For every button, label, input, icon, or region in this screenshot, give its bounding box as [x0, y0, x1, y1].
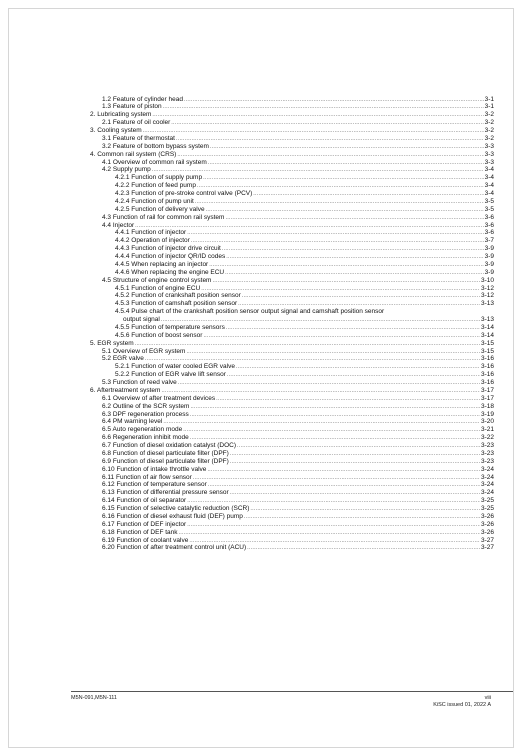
- toc-entry-title: 6. Aftertreatment system: [90, 386, 161, 394]
- toc-entry-page: 3-4: [484, 166, 494, 174]
- toc-dot-leader: [242, 293, 480, 301]
- toc-entry-page: 3-1: [484, 95, 494, 103]
- toc-entry-page: 3-24: [480, 473, 494, 481]
- toc-entry[interactable]: [90, 324, 494, 332]
- toc-dot-leader: [237, 443, 480, 451]
- toc-entry-page: 3-2: [484, 119, 494, 127]
- toc-entry-title: 4.4 Injector: [102, 221, 135, 229]
- toc-dot-leader: [201, 286, 480, 294]
- toc-entry-title: 4.4.2 Operation of injector: [115, 237, 190, 245]
- toc-entry-page: 3-4: [484, 190, 494, 197]
- toc-entry-title: 1.2 Feature of cylinder head: [102, 95, 183, 103]
- toc-entry-page: 3-23: [480, 457, 494, 465]
- toc-entry[interactable]: [90, 198, 494, 206]
- toc-entry-title: 3. Cooling system: [90, 127, 142, 134]
- toc-entry[interactable]: [90, 269, 494, 277]
- toc-entry[interactable]: [90, 119, 494, 127]
- toc-entry-page: 3-4: [484, 174, 494, 182]
- toc-entry-title: 6.17 Function of DEF injector: [102, 520, 187, 528]
- toc-entry[interactable]: [90, 348, 494, 356]
- toc-dot-leader: [206, 207, 484, 215]
- toc-entry[interactable]: [90, 174, 494, 182]
- toc-entry-page: 3-9: [484, 268, 494, 276]
- toc-entry[interactable]: [90, 229, 494, 237]
- toc-entry[interactable]: [90, 182, 494, 190]
- toc-entry-page: 3-16: [480, 355, 494, 363]
- toc-dot-leader: [187, 230, 483, 238]
- toc-dot-leader: [253, 191, 483, 199]
- toc-entry-title: 4.5.6 Function of boost sensor: [115, 331, 203, 339]
- toc-dot-leader: [208, 482, 480, 490]
- toc-entry-title: 6.6 Regeneration inhibit mode: [102, 434, 189, 442]
- toc-entry[interactable]: [90, 214, 494, 222]
- toc-entry[interactable]: [90, 253, 494, 261]
- toc-entry-title: 6.2 Outline of the SCR system: [102, 402, 190, 410]
- toc-entry-title: 2. Lubricating system: [90, 111, 152, 119]
- toc-dot-leader: [212, 278, 480, 286]
- toc-entry-page: 3-9: [484, 245, 494, 253]
- toc-dot-leader: [191, 238, 484, 246]
- toc-entry-title: 4.5.1 Function of engine ECU: [115, 284, 201, 292]
- toc-entry-page: 3-16: [480, 363, 494, 371]
- footer-page-number: viii: [484, 695, 491, 701]
- toc-entry[interactable]: [90, 395, 494, 403]
- toc-entry-page: 3-21: [480, 426, 494, 434]
- toc-dot-leader: [193, 475, 480, 483]
- toc-entry[interactable]: [90, 474, 494, 482]
- toc-entry-title: 6.9 Function of diesel particulate filter (DPF): [102, 457, 229, 465]
- toc-entry-page: 3-27: [480, 536, 494, 544]
- toc-entry-title: 4.5.2 Function of crankshaft position sensor: [115, 292, 241, 300]
- toc-entry-page: 3-3: [484, 150, 494, 158]
- toc-dot-leader: [135, 223, 483, 231]
- toc-entry-title: 5.1 Overview of EGR system: [102, 347, 186, 355]
- toc-entry-page: 3-14: [480, 323, 494, 331]
- toc-entry-page: 3-2: [484, 134, 494, 142]
- toc-entry-title: 5. EGR system: [90, 339, 134, 347]
- toc-entry[interactable]: [90, 206, 494, 214]
- toc-entry-page: 3-16: [480, 371, 494, 379]
- toc-entry-page: 3-26: [480, 512, 494, 520]
- toc-entry-title: 6.7 Function of diesel oxidation catalyst (DOC): [102, 442, 237, 449]
- toc-entry-page: 3-3: [484, 158, 494, 166]
- toc-entry-title: 6.13 Function of differential pressure sensor: [102, 489, 229, 497]
- toc-entry-page: 3-3: [484, 142, 494, 150]
- toc-entry-page: 3-15: [480, 347, 494, 355]
- toc-entry-page: 3-2: [484, 111, 494, 119]
- toc-dot-leader: [230, 490, 480, 498]
- toc-entry[interactable]: [90, 537, 494, 545]
- toc-entry-page: 3-17: [480, 394, 494, 402]
- toc-entry-title: 6.20 Function of after treatment control unit (ACU): [102, 544, 247, 552]
- toc-entry-title: 4.4.6 When replacing the engine ECU: [115, 268, 225, 276]
- toc-dot-leader: [135, 341, 480, 349]
- toc-entry-title: 4.4.4 Function of injector QR/ID codes: [115, 253, 226, 260]
- toc-entry-page: 3-16: [480, 379, 494, 386]
- toc-dot-leader: [225, 270, 483, 278]
- toc-entry[interactable]: [90, 489, 494, 497]
- toc-dot-leader: [190, 404, 480, 412]
- toc-entry[interactable]: [90, 332, 494, 340]
- toc-entry[interactable]: [90, 127, 494, 135]
- toc-entry[interactable]: [90, 245, 494, 253]
- toc-entry-page: 3-17: [480, 386, 494, 394]
- toc-entry-page: 3-19: [480, 410, 494, 418]
- toc-dot-leader: [236, 364, 480, 372]
- toc-entry-title: 5.2 EGR valve: [102, 355, 144, 363]
- toc-dot-leader: [230, 459, 480, 467]
- footer-issue-text: KiSC issued 01, 2022 A: [433, 702, 491, 708]
- toc-entry[interactable]: [90, 277, 494, 285]
- toc-entry-page: 3-6: [484, 221, 494, 229]
- toc-entry-title: 4.4.1 Function of injector: [115, 229, 187, 237]
- toc-entry-title: 2.1 Feature of oil cooler: [102, 119, 171, 127]
- toc-dot-leader: [216, 396, 480, 404]
- toc-entry[interactable]: [90, 285, 494, 293]
- toc-entry-page: 3-23: [480, 442, 494, 449]
- toc-entry-page: 3-15: [480, 339, 494, 347]
- toc-entry-title: 6.1 Overview of after treatment devices: [102, 394, 216, 402]
- toc-dot-leader: [184, 97, 484, 105]
- footer-divider: [71, 691, 513, 692]
- toc-entry[interactable]: [90, 363, 494, 371]
- toc-entry-page: 3-24: [480, 465, 494, 473]
- toc-entry-page: 3-5: [484, 205, 494, 213]
- toc-entry-title: 4.4.5 When replacing an injector: [115, 260, 209, 268]
- table-of-contents: [90, 96, 494, 553]
- toc-entry-title: 4.5.3 Function of camshaft position sensor: [115, 300, 238, 308]
- toc-entry[interactable]: [90, 261, 494, 269]
- toc-entry-title: 6.3 DPF regeneration process: [102, 410, 189, 418]
- toc-entry-title: 6.19 Function of coolant valve: [102, 536, 189, 544]
- toc-entry[interactable]: [90, 544, 494, 552]
- toc-entry-title: 4. Common rail system (CRS): [90, 150, 177, 158]
- toc-dot-leader: [203, 175, 484, 183]
- toc-dot-leader: [195, 199, 484, 207]
- toc-entry-title: 1.3 Feature of piston: [102, 103, 162, 111]
- toc-entry[interactable]: [90, 426, 494, 434]
- toc-entry-title: 6.10 Function of intake throttle valve: [102, 465, 207, 473]
- toc-entry-title: 5.2.1 Function of water cooled EGR valve: [115, 363, 235, 371]
- toc-entry[interactable]: [90, 159, 494, 167]
- toc-dot-leader: [210, 144, 484, 152]
- toc-entry-page: 3-13: [480, 300, 494, 308]
- toc-entry-page: 3-4: [484, 182, 494, 190]
- toc-entry[interactable]: [90, 513, 494, 521]
- toc-entry-title: 6.15 Function of selective catalytic reduction (SCR): [102, 505, 250, 512]
- toc-entry[interactable]: [90, 308, 494, 316]
- toc-entry-page: 3-12: [480, 284, 494, 292]
- toc-entry[interactable]: [90, 222, 494, 230]
- toc-entry-title: 4.5.4 Pulse chart of the crankshaft position sensor output signal and camshaft position sensor: [115, 308, 385, 316]
- toc-entry[interactable]: [90, 505, 494, 513]
- toc-entry-title: 6.16 Function of diesel exhaust fluid (DEF) pump: [102, 512, 243, 520]
- toc-entry-page: 3-1: [484, 103, 494, 111]
- toc-entry-title: 4.2.4 Function of pump unit: [115, 197, 194, 205]
- toc-entry-page: 3-26: [480, 528, 494, 536]
- toc-entry-page: 3-9: [484, 260, 494, 268]
- toc-dot-leader: [190, 412, 480, 420]
- toc-entry[interactable]: [90, 450, 494, 458]
- toc-dot-leader: [203, 333, 480, 341]
- toc-entry[interactable]: [90, 529, 494, 537]
- toc-dot-leader: [177, 152, 483, 160]
- toc-entry-page: 3-9: [484, 253, 494, 260]
- toc-entry-title: 4.2.3 Function of pre-stroke control valve (PCV): [115, 190, 253, 197]
- toc-dot-leader: [143, 128, 484, 136]
- toc-entry[interactable]: [90, 143, 494, 151]
- toc-entry-page: 3-2: [484, 127, 494, 134]
- toc-entry-page: 3-27: [480, 544, 494, 552]
- toc-entry[interactable]: [90, 371, 494, 379]
- document-page: [8, 8, 514, 748]
- toc-entry-page: 3-13: [480, 316, 494, 323]
- toc-entry-title: 6.18 Function of DEF tank: [102, 528, 178, 536]
- toc-dot-leader: [247, 545, 480, 553]
- toc-entry[interactable]: [90, 300, 494, 308]
- toc-dot-leader: [178, 380, 480, 388]
- toc-dot-leader: [183, 427, 480, 435]
- toc-entry[interactable]: [90, 151, 494, 159]
- toc-entry-title: 4.2.5 Function of delivery valve: [115, 205, 205, 213]
- toc-entry[interactable]: [90, 292, 494, 300]
- toc-entry-page: 3-10: [480, 276, 494, 284]
- toc-entry-title: 6.11 Function of air flow sensor: [102, 473, 192, 481]
- toc-entry-title: 4.2 Supply pump: [102, 166, 151, 174]
- toc-entry-page: 3-18: [480, 402, 494, 410]
- toc-entry-title: 4.1 Overview of common rail system: [102, 158, 207, 166]
- toc-entry-title: 3.1 Feature of thermostat: [102, 134, 175, 142]
- toc-dot-leader: [230, 451, 480, 459]
- toc-entry-title: 4.5.5 Function of temperature sensors: [115, 323, 225, 331]
- toc-entry[interactable]: [90, 111, 494, 119]
- toc-dot-leader: [209, 262, 483, 270]
- toc-entry[interactable]: [90, 418, 494, 426]
- toc-dot-leader: [186, 349, 480, 357]
- toc-entry-page: 3-24: [480, 481, 494, 489]
- toc-entry-page: 3-6: [484, 213, 494, 221]
- toc-entry-title: 4.4.3 Function of injector drive circuit: [115, 245, 221, 253]
- toc-entry-title: 5.3 Function of reed valve: [102, 379, 177, 386]
- toc-entry-title: 4.5 Structure of engine control system: [102, 276, 212, 284]
- toc-dot-leader: [244, 514, 480, 522]
- toc-dot-leader: [207, 467, 480, 475]
- toc-dot-leader: [250, 506, 480, 514]
- toc-dot-leader: [152, 112, 483, 120]
- footer-model-numbers: M5N-091,M5N-111: [71, 695, 117, 701]
- toc-dot-leader: [179, 530, 480, 538]
- toc-entry[interactable]: [90, 442, 494, 450]
- toc-entry-title: output signal: [123, 316, 160, 323]
- toc-entry-title: 4.3 Function of rail for common rail system: [102, 213, 225, 221]
- toc-entry-page: 3-20: [480, 418, 494, 426]
- toc-dot-leader: [208, 160, 484, 168]
- toc-entry-title: 6.5 Auto regeneration mode: [102, 426, 183, 434]
- toc-entry-page: 3-14: [480, 331, 494, 339]
- toc-entry[interactable]: [90, 458, 494, 466]
- toc-dot-leader: [226, 254, 483, 262]
- toc-entry-page: 3-6: [484, 229, 494, 237]
- toc-entry[interactable]: [90, 135, 494, 143]
- toc-dot-leader: [163, 419, 480, 427]
- toc-entry-page: 3-12: [480, 292, 494, 300]
- toc-entry-title: 6.4 PM warning level: [102, 418, 163, 426]
- toc-entry-title: 6.14 Function of oil separator: [102, 497, 187, 505]
- toc-entry[interactable]: [90, 387, 494, 395]
- toc-entry-page: 3-22: [480, 434, 494, 442]
- toc-entry[interactable]: [90, 96, 494, 104]
- toc-dot-leader: [163, 104, 484, 112]
- toc-dot-leader: [187, 522, 480, 530]
- toc-entry[interactable]: [90, 497, 494, 505]
- toc-entry[interactable]: [90, 434, 494, 442]
- toc-entry[interactable]: [90, 411, 494, 419]
- footer-info: [433, 695, 491, 709]
- toc-entry[interactable]: [90, 481, 494, 489]
- toc-entry[interactable]: [90, 403, 494, 411]
- toc-entry-title: 3.2 Feature of bottom bypass system: [102, 142, 209, 150]
- toc-entry-page: 3-24: [480, 489, 494, 497]
- toc-entry-page: 3-25: [480, 505, 494, 512]
- toc-dot-leader: [171, 120, 483, 128]
- toc-entry-title: 4.2.2 Function of feed pump: [115, 182, 196, 190]
- toc-entry[interactable]: [90, 190, 494, 198]
- toc-entry[interactable]: [90, 466, 494, 474]
- toc-dot-leader: [176, 136, 484, 144]
- toc-entry-page: 3-5: [484, 197, 494, 205]
- toc-entry-page: 3-7: [484, 237, 494, 245]
- toc-dot-leader: [222, 246, 484, 254]
- toc-entry-page: 3-23: [480, 449, 494, 457]
- toc-entry-title: 6.12 Function of temperature sensor: [102, 481, 207, 489]
- toc-entry-title: 5.2.2 Function of EGR valve lift sensor: [115, 371, 226, 379]
- toc-entry[interactable]: [90, 521, 494, 529]
- toc-entry[interactable]: [90, 103, 494, 111]
- toc-entry[interactable]: [90, 237, 494, 245]
- toc-dot-leader: [226, 325, 480, 333]
- toc-entry-title: 4.2.1 Function of supply pump: [115, 174, 203, 182]
- toc-entry[interactable]: [90, 166, 494, 174]
- toc-entry-page: 3-25: [480, 497, 494, 505]
- toc-entry[interactable]: [90, 340, 494, 348]
- toc-entry-title: 6.8 Function of diesel particulate filter (DPF): [102, 449, 229, 457]
- toc-dot-leader: [227, 372, 480, 380]
- toc-entry[interactable]: [90, 316, 494, 324]
- toc-entry-page: 3-26: [480, 520, 494, 528]
- toc-dot-leader: [225, 215, 483, 223]
- toc-entry[interactable]: [90, 355, 494, 363]
- toc-entry[interactable]: [90, 379, 494, 387]
